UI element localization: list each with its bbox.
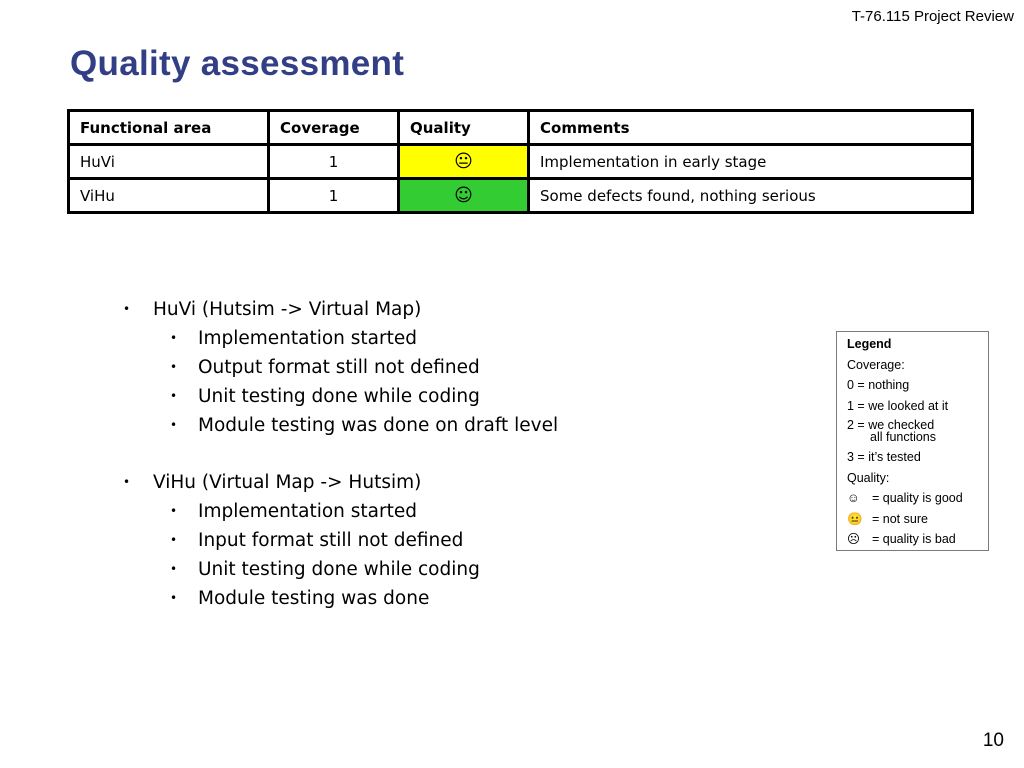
- list-item: • Input format still not defined: [120, 526, 558, 555]
- cell-coverage: 1: [269, 179, 399, 213]
- list-item: • Module testing was done: [120, 584, 558, 613]
- neutral-face-icon: 😐: [454, 151, 473, 172]
- quality-table: [67, 109, 974, 214]
- legend-box: [836, 331, 989, 551]
- smiling-face-icon: ☺: [847, 491, 860, 505]
- cell-quality: [399, 145, 529, 179]
- column-header-functional-area: Functional area: [69, 111, 269, 145]
- list-item: • ViHu (Virtual Map -> Hutsim): [120, 468, 558, 497]
- bullet-icon: •: [170, 360, 178, 374]
- legend-quality-item: 😐 = not sure: [847, 509, 988, 530]
- bullet-icon: •: [170, 331, 178, 345]
- legend-quality-item: ☺ = quality is good: [847, 488, 988, 509]
- table-row: [69, 179, 973, 213]
- legend-title: Legend: [847, 337, 892, 351]
- list-item: • Unit testing done while coding: [120, 382, 558, 411]
- list-item: • Module testing was done on draft level: [120, 411, 558, 440]
- frowning-face-icon: ☹: [847, 532, 861, 546]
- list-item: • Output format still not defined: [120, 353, 558, 382]
- cell-comment: Some defects found, nothing serious: [529, 179, 973, 213]
- legend-coverage-label: Coverage:: [847, 357, 905, 372]
- list-item: • HuVi (Hutsim -> Virtual Map): [120, 295, 558, 324]
- list-item: • Unit testing done while coding: [120, 555, 558, 584]
- column-header-quality: Quality: [399, 111, 529, 145]
- legend-quality-label: Quality:: [847, 470, 890, 485]
- bullet-icon: •: [123, 302, 131, 316]
- bullet-icon: •: [123, 475, 131, 489]
- column-header-coverage: Coverage: [269, 111, 399, 145]
- bullet-icon: •: [170, 418, 178, 432]
- bullet-icon: •: [170, 533, 178, 547]
- column-header-comments: Comments: [529, 111, 973, 145]
- cell-comment: Implementation in early stage: [529, 145, 973, 179]
- list-spacer: [120, 440, 558, 468]
- legend-coverage-item: 1 = we looked at it: [847, 398, 949, 413]
- smiling-face-icon: ☺: [454, 185, 473, 206]
- cell-coverage: 1: [269, 145, 399, 179]
- legend-coverage-item: 2 = we checked all functions: [847, 418, 937, 444]
- legend-coverage-item: 0 = nothing: [847, 378, 910, 392]
- list-item: • Implementation started: [120, 497, 558, 526]
- legend-coverage-item: 3 = it’s tested: [847, 450, 921, 464]
- bullet-icon: •: [170, 389, 178, 403]
- cell-area: ViHu: [69, 179, 269, 213]
- legend-quality-item: ☹ = quality is bad: [847, 529, 988, 550]
- page-number: 10: [982, 730, 1004, 751]
- bullet-list: [120, 295, 558, 613]
- cell-quality: [399, 179, 529, 213]
- neutral-face-icon: 😐: [847, 511, 863, 526]
- cell-area: HuVi: [69, 145, 269, 179]
- list-item: • Implementation started: [120, 324, 558, 353]
- course-header: T-76.115 Project Review: [851, 8, 1014, 25]
- bullet-icon: •: [170, 504, 178, 518]
- bullet-icon: •: [170, 562, 178, 576]
- page-title: Quality assessment: [70, 44, 405, 83]
- bullet-icon: •: [170, 591, 178, 605]
- table-header-row: [69, 111, 973, 145]
- table-row: [69, 145, 973, 179]
